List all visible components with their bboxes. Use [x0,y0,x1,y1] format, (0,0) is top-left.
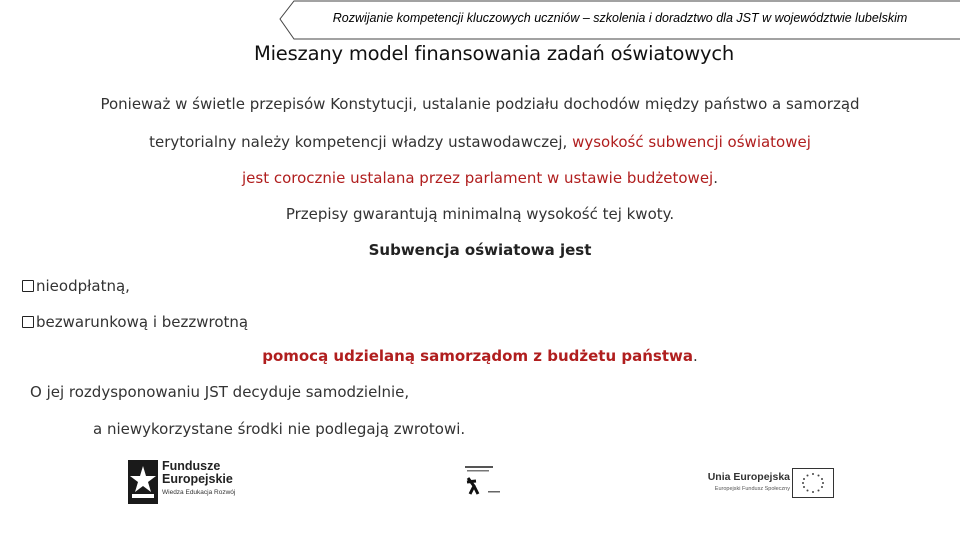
bullet-item [22,277,130,295]
aid-highlight: pomocą udzielaną samorządom z budżetu państwa [262,347,693,365]
fundusze-europejskie-logo [128,460,268,506]
header-banner [0,0,960,40]
aid-end: . [693,347,698,365]
ue-logo-sub: Europejski Fundusz Społeczny [714,486,790,492]
paragraph-line-2-text: terytorialny należy kompetencji władzy ustawodawczej, [149,133,573,151]
bullet-text: bezwarunkową i bezzwrotną [36,313,249,331]
subvention-heading: Subwencja oświatowa jest [368,241,592,259]
unia-europejska-logo [682,467,834,499]
paragraph-line-2-highlight: wysokość subwencji oświatowej [572,133,811,151]
regional-emblem-icon [462,464,504,498]
guarantee-line: Przepisy gwarantują minimalną wysokość tej kwoty. [285,205,675,223]
bullet-item [22,313,248,331]
checkbox-bullet-icon [22,280,34,292]
ue-logo-title: Unia Europejska [707,471,790,483]
regional-logo [462,464,504,498]
checkbox-bullet-icon [22,316,34,328]
fe-logo-sub: Wiedza Edukacja Rozwój [162,489,236,496]
jst-line: O jej rozdysponowaniu JST decyduje samodzielnie, [30,383,410,401]
fe-star-icon [128,460,158,504]
eu-flag-icon [792,468,834,498]
paragraph-line-2 [0,133,960,151]
fe-logo-line2: Europejskie [162,472,233,486]
paragraph-line-3 [0,169,960,187]
slide-title: Mieszany model finansowania zadań oświatowych [253,42,735,65]
paragraph-line-3-highlight: jest corocznie ustalana przez parlament w ustawie budżetowej [242,169,714,187]
banner-text: Rozwijanie kompetencji kluczowych uczniów – szkolenia i doradztwo dla JST w województwie lubelskim [332,11,908,25]
aid-line [0,347,960,365]
fe-logo-line1: Fundusze [162,459,221,473]
bullet-text: nieodpłatną, [36,277,130,295]
paragraph-line-1: Ponieważ w świetle przepisów Konstytucji, ustalanie podziału dochodów między państwo a samorząd [100,95,860,113]
paragraph-line-3-end: . [713,169,718,187]
unused-line: a niewykorzystane środki nie podlegają zwrotowi. [93,420,466,438]
fe-logo-name [162,460,233,486]
